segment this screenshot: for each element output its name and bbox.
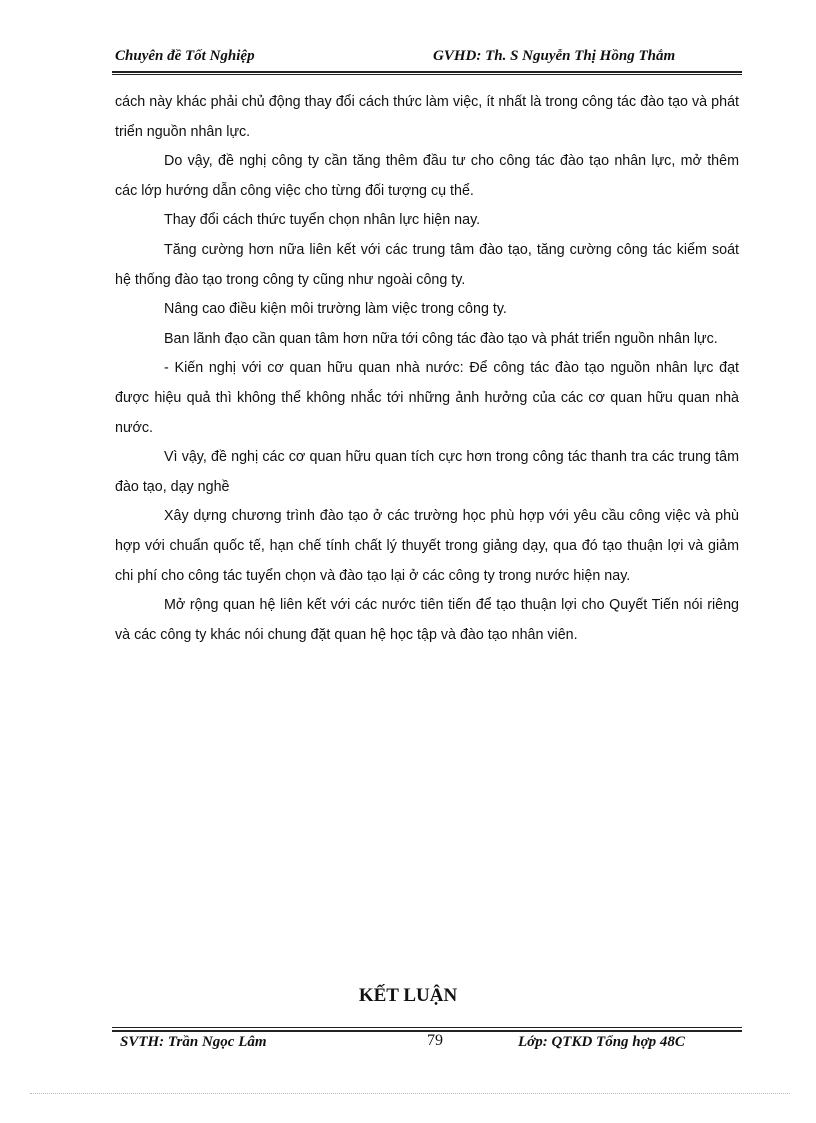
header-rule-thin <box>112 74 742 75</box>
page-bottom-divider <box>30 1093 790 1094</box>
footer-student: SVTH: Trần Ngọc Lâm <box>120 1034 267 1050</box>
paragraph: Nâng cao điều kiện môi trường làm việc trong công ty. <box>164 301 507 318</box>
paragraph: Ban lãnh đạo cần quan tâm hơn nữa tới công tác đào tạo và phát triển nguồn nhân lực. <box>164 330 718 347</box>
header-rule <box>112 71 742 73</box>
section-title: KẾT LUẬN <box>358 985 458 1006</box>
page-footer <box>120 1034 740 1056</box>
page-number: 79 <box>427 1032 443 1049</box>
header-advisor: GVHD: Th. S Nguyễn Thị Hồng Thắm <box>433 48 676 64</box>
footer-class: Lớp: QTKD Tổng hợp 48C <box>518 1034 685 1050</box>
paragraph: Mở rộng quan hệ liên kết với các nước tiên tiến để tạo thuận lợi cho Quyết Tiến nói riêng và các công ty khác nói chung đặt quan hệ học tập và đào tạo nhân viên. <box>115 597 739 643</box>
document-body <box>115 88 739 650</box>
paragraph: Do vậy, đề nghị công ty cần tăng thêm đầu tư cho công tác đào tạo nhân lực, mở thêm các lớp hướng dẫn công việc cho từng đối tượng cụ thể. <box>115 153 739 199</box>
paragraph: Thay đổi cách thức tuyển chọn nhân lực hiện nay. <box>164 212 481 229</box>
page-header <box>115 48 740 68</box>
paragraph: cách này khác phải chủ động thay đổi cách thức làm việc, ít nhất là trong công tác đào tạo và phát triển nguồn nhân lực. <box>115 94 739 140</box>
paragraph: - Kiến nghị với cơ quan hữu quan nhà nước: Để công tác đào tạo nguồn nhân lực đạt được hiệu quả thì không thể không nhắc tới những ảnh hưởng của các cơ quan hữu quan nhà nước. <box>115 360 739 436</box>
paragraph: Tăng cường hơn nữa liên kết với các trung tâm đào tạo, tăng cường công tác kiểm soát hệ thống đào tạo trong công ty cũng như ngoài công ty. <box>115 241 739 288</box>
header-subject: Chuyên đề Tốt Nghiệp <box>115 48 255 64</box>
paragraph: Xây dựng chương trình đào tạo ở các trường học phù hợp với yêu cầu công việc và phù hợp với chuẩn quốc tế, hạn chế tính chất lý thuyết trong giảng dạy, qua đó tạo thuận lợi và giảm chi phí cho công tác tuyển chọn và đào tạo lại ở các công ty trong nước hiện nay. <box>115 508 739 584</box>
paragraph: Vì vậy, đề nghị các cơ quan hữu quan tích cực hơn trong công tác thanh tra các trung tâm đào tạo, dạy nghề <box>115 449 739 495</box>
footer-rule-thin <box>112 1027 742 1028</box>
